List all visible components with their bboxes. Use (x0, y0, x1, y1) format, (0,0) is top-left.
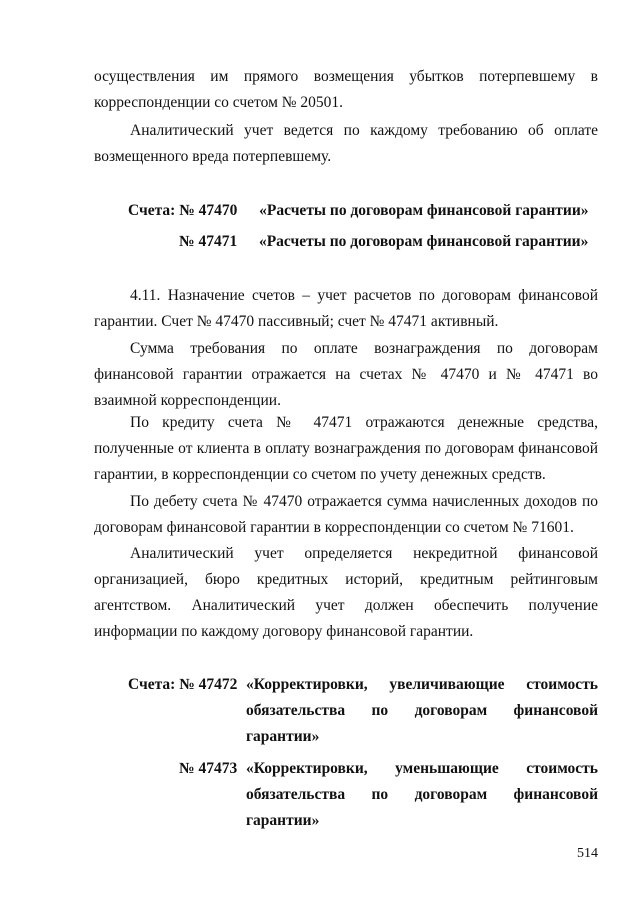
heading-account-number: Счета: № 47470 (128, 202, 238, 219)
paragraph-7: Аналитический учет определяется некредитной финансовой организацией, бюро кредитных историй, кредитным рейтинговым агентством. Аналитический учет должен обеспечить получение информации по каждому договору финансовой гарантии. (94, 545, 598, 640)
page-number: 514 (577, 846, 598, 861)
paragraph-4: Сумма требования по оплате вознаграждения по договорам финансовой гарантии отражается на счетах № 47470 и № 47471 во взаимной корреспонденции. (94, 340, 598, 409)
heading-account-title: «Корректировки, уменьшающие стоимость обязательства по договорам финансовой гарантии» (246, 760, 598, 829)
paragraph-5: По кредиту счета № 47471 отражаются денежные средства, полученные от клиента в оплату вознаграждения по договорам финансовой гарантии, в корреспонденции со счетом по учету денежных средств. (94, 414, 598, 483)
heading-account-title: «Расчеты по договорам финансовой гарантии» (258, 233, 589, 250)
heading-account-number: № 47473 (179, 760, 238, 777)
heading-account-title: «Расчеты по договорам финансовой гарантии» (259, 202, 589, 219)
paragraph-6: По дебету счета № 47470 отражается сумма начисленных доходов по договорам финансовой гарантии в корреспонденции со счетом № 71601. (94, 493, 598, 536)
heading-account-title: «Корректировки, увеличивающие стоимость обязательства по договорам финансовой гарантии» (246, 676, 598, 745)
heading-account-number: № 47471 (179, 233, 238, 250)
heading-accounts-47470 (128, 198, 589, 224)
paragraph-2: Аналитический учет ведется по каждому требованию об оплате возмещенного вреда потерпевшему. (94, 122, 598, 165)
heading-account-number: Счета: № 47472 (128, 676, 238, 693)
paragraph-1: осуществления им прямого возмещения убытков потерпевшему в корреспонденции со счетом № 20501. (94, 68, 598, 111)
paragraph-3: 4.11. Назначение счетов – учет расчетов по договорам финансовой гарантии. Счет № 47470 пассивный; счет № 47471 активный. (94, 287, 598, 330)
heading-account-47471 (179, 229, 588, 255)
